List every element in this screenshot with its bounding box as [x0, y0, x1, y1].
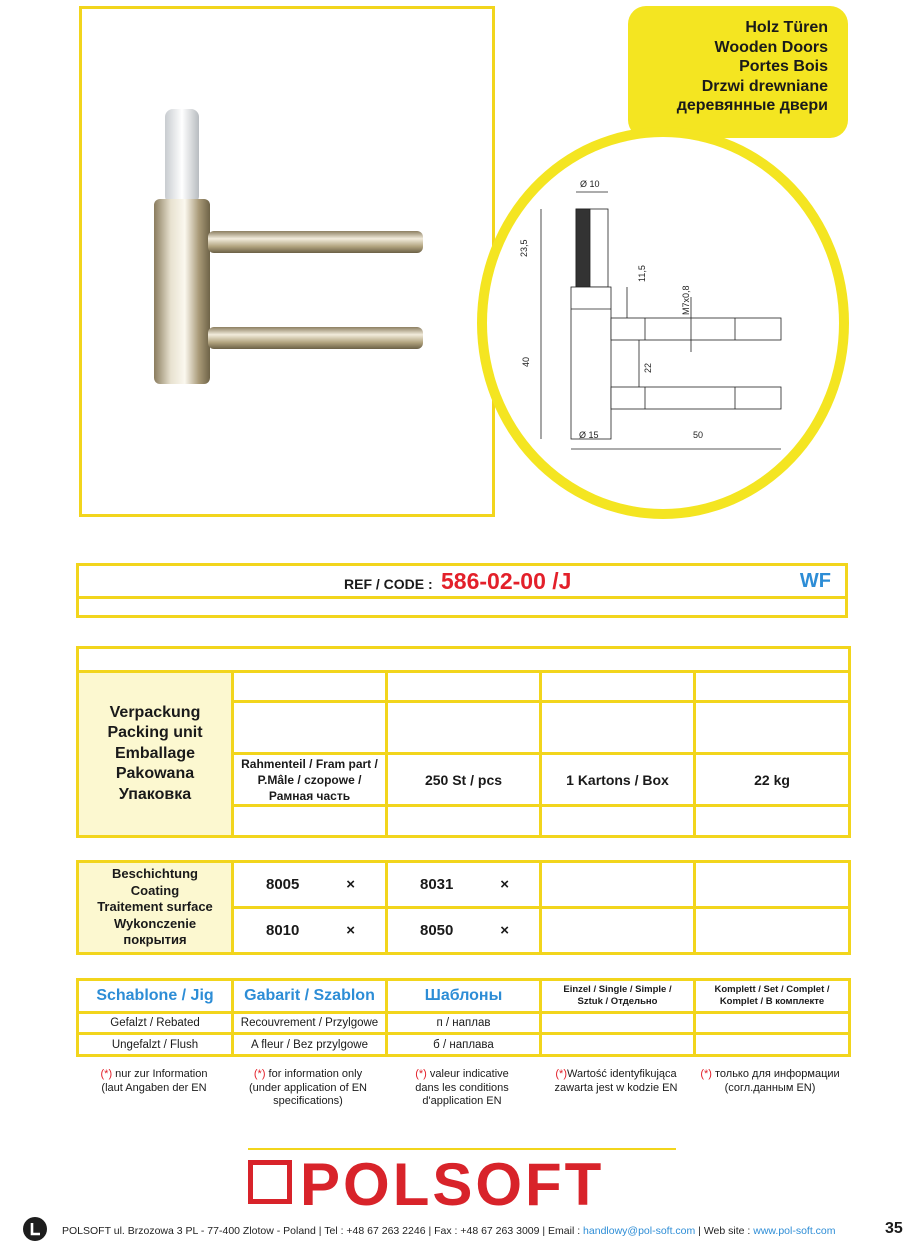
jig-header: Gabarit / Szablon [233, 980, 387, 1013]
footnote-en [228, 1068, 388, 1109]
footer-email-link[interactable]: handlowy@pol-soft.com [583, 1225, 696, 1237]
packing-label-line: Emballage [114, 744, 196, 762]
footnote-text: valeur indicative [426, 1068, 509, 1080]
footnote-text: Wartość identyfikująca [566, 1068, 677, 1080]
packing-table [76, 646, 851, 838]
coating-label-line: Wykonczenie [113, 915, 197, 931]
packing-header-row [78, 648, 850, 672]
packing-part [233, 754, 387, 806]
footnote-line [74, 1068, 234, 1082]
coating-code: 8050 [420, 922, 454, 939]
jig-single-line: Sztuk / Отдельно [577, 996, 658, 1007]
dim-pin-height: 23,5 [519, 239, 529, 257]
packing-part-line: P.Mâle / czopowe / [257, 772, 362, 787]
coating-option [233, 862, 387, 908]
category-line: Portes Bois [739, 58, 828, 75]
packing-cell [233, 702, 387, 754]
dim-body-height: 40 [521, 356, 531, 367]
jig-set-header [695, 980, 850, 1013]
coating-label-line: Coating [130, 882, 180, 898]
jig-header: Schablone / Jig [78, 980, 233, 1013]
product-photo-frame [79, 6, 495, 517]
footnote-star: (*) [555, 1068, 567, 1080]
category-line: Wooden Doors [714, 38, 828, 56]
dim-thread: M7x0,8 [681, 285, 691, 315]
packing-cell [233, 806, 387, 837]
logo-rule [248, 1148, 676, 1150]
footnote-line [228, 1068, 388, 1082]
coating-option [387, 908, 541, 954]
packing-cell [695, 806, 850, 837]
packing-cell [387, 806, 541, 837]
brand-logo: POLSOFT [300, 1151, 605, 1218]
hinge-photo [82, 9, 492, 514]
packing-cell [695, 672, 850, 702]
jig-set-line: Komplet / В комплекте [719, 996, 825, 1007]
coating-mark: × [346, 876, 355, 893]
coating-option [233, 908, 387, 954]
coating-cell [541, 908, 695, 954]
footer-web-label: | Web site : [695, 1225, 754, 1237]
dim-length: 50 [693, 430, 704, 440]
coating-code: 8005 [266, 876, 300, 893]
footnote-star: (*) [700, 1068, 712, 1080]
category-tag [628, 6, 848, 138]
coating-cell [695, 908, 850, 954]
footnote-text: nur zur Information [112, 1068, 208, 1080]
packing-cell [387, 672, 541, 702]
ref-bar [76, 563, 848, 618]
coating-cell [695, 862, 850, 908]
footnote-line [382, 1068, 542, 1082]
dim-gap: 11,5 [637, 265, 647, 282]
dim-top-diameter: Ø 10 [580, 179, 600, 189]
footnote-pl [536, 1068, 696, 1095]
logo-square-icon [248, 1160, 292, 1204]
footnote-star: (*) [253, 1068, 266, 1080]
coating-mark: × [500, 876, 509, 893]
jig-single-line: Einzel / Single / Simple / [563, 984, 672, 995]
jig-cell: б / наплава [387, 1034, 541, 1056]
packing-quantity: 250 St / pcs [387, 754, 541, 806]
jig-cell: п / наплав [387, 1013, 541, 1034]
coating-label-line: Traitement surface [97, 899, 213, 915]
coating-mark: × [500, 922, 509, 939]
coating-table [76, 860, 851, 955]
packing-cell [541, 806, 695, 837]
packing-cell [695, 702, 850, 754]
jig-empty-cell [695, 1034, 850, 1056]
jig-empty-cell [541, 1013, 695, 1034]
packing-cartons: 1 Kartons / Box [541, 754, 695, 806]
footnote-text: только для информации [711, 1068, 840, 1080]
packing-label [78, 672, 233, 837]
packing-part-line: Рамная часть [268, 788, 351, 803]
packing-part-line: Rahmenteil / Fram part / [241, 756, 378, 771]
footnote-line: (согл.данным EN) [724, 1081, 816, 1094]
jig-cell: Recouvrement / Przylgowe [233, 1013, 387, 1034]
packing-cell [233, 672, 387, 702]
footnote-line [690, 1068, 850, 1082]
packing-cell [541, 672, 695, 702]
coating-cell [541, 862, 695, 908]
footnote-line: specifications) [273, 1095, 343, 1107]
footer-address: POLSOFT ul. Brzozowa 3 PL - 77-400 Zlotow - Poland | Tel : +48 67 263 2246 | Fax : +48 67 263 3009 | Email : [62, 1225, 584, 1237]
category-line: деревянные двери [676, 97, 828, 114]
jig-empty-cell [541, 1034, 695, 1056]
footnote-fr [382, 1068, 542, 1109]
drawing-svg [487, 137, 839, 509]
footnote-star: (*) [100, 1068, 113, 1080]
ref-suffix: WF [799, 570, 831, 592]
footnote-de [74, 1068, 234, 1095]
jig-table [76, 978, 851, 1057]
jig-cell: A fleur / Bez przylgowe [233, 1034, 387, 1056]
footer-emblem-icon [23, 1217, 47, 1241]
coating-code: 8031 [420, 876, 454, 893]
coating-label-line: Beschichtung [112, 866, 198, 882]
jig-cell: Ungefalzt / Flush [78, 1034, 233, 1056]
coating-option [387, 862, 541, 908]
footnote-line: d'application EN [422, 1095, 502, 1107]
ref-code: 586-02-00 /J [441, 568, 572, 594]
packing-weight: 22 kg [695, 754, 850, 806]
footnote-star: (*) [415, 1068, 427, 1080]
category-line: Drzwi drewniane [701, 77, 828, 95]
packing-label-line: Packing unit [107, 724, 203, 742]
coating-code: 8010 [266, 922, 300, 939]
jig-set-line: Komplett / Set / Complet / [714, 984, 830, 995]
ref-row [79, 566, 845, 599]
footnote-line: dans les conditions [415, 1081, 509, 1094]
footer-contact [62, 1225, 836, 1237]
jig-single-header [541, 980, 695, 1013]
coating-mark: × [346, 922, 355, 939]
footnote-line: zawarta jest w kodzie EN [554, 1081, 678, 1094]
jig-cell: Gefalzt / Rebated [78, 1013, 233, 1034]
category-line: Holz Türen [745, 19, 828, 36]
footnote-text: for information only [265, 1068, 363, 1080]
dim-spacing: 22 [643, 362, 653, 373]
footnote-line: (laut Angaben der EN [101, 1081, 207, 1094]
footnote-line [536, 1068, 696, 1082]
technical-drawing [487, 137, 839, 509]
packing-label-line: Упаковка [118, 785, 192, 803]
footnote-ru [690, 1068, 850, 1095]
packing-cell [387, 702, 541, 754]
packing-label-line: Verpackung [109, 703, 201, 721]
dim-body-diameter: Ø 15 [579, 430, 599, 440]
ref-label: REF / CODE : [344, 576, 433, 592]
page-number: 35 [885, 1220, 903, 1237]
coating-label-line: покрытия [123, 932, 187, 948]
footnote-line: (under application of EN [248, 1081, 367, 1094]
coating-label [78, 862, 233, 954]
jig-empty-cell [695, 1013, 850, 1034]
packing-label-line: Pakowana [115, 765, 195, 783]
footer-website-link[interactable]: www.pol-soft.com [753, 1225, 836, 1237]
jig-header: Шаблоны [387, 980, 541, 1013]
packing-cell [541, 702, 695, 754]
